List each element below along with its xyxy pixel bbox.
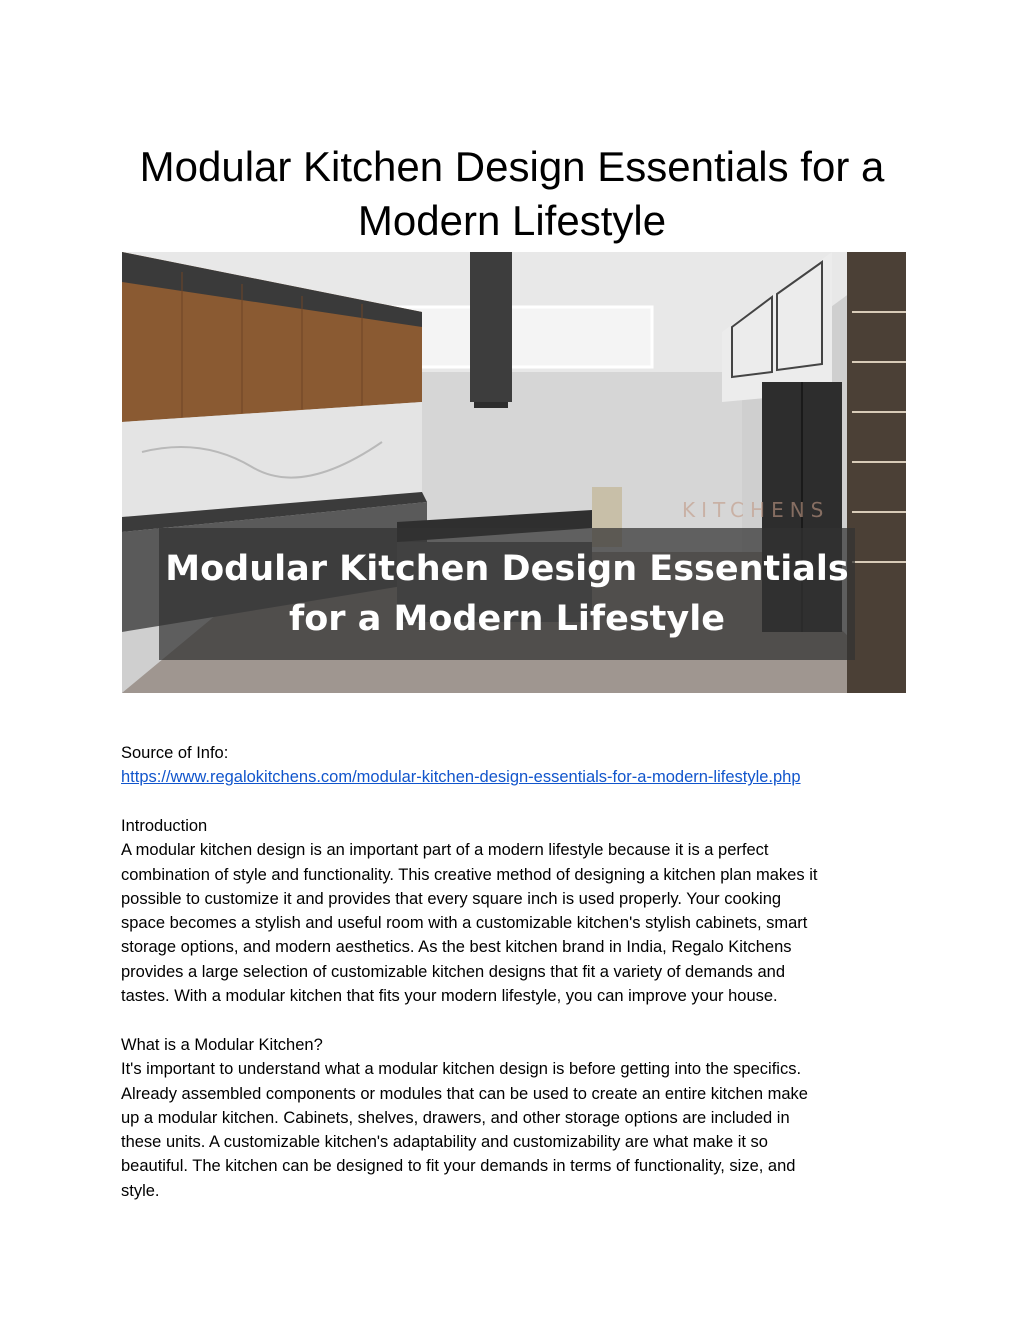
- source-label: Source of Info:: [121, 744, 229, 762]
- paragraph-line: up a modular kitchen. Cabinets, shelves, drawers, and other storage options are included in: [121, 1108, 790, 1127]
- watermark-text: KITCHENS: [682, 498, 830, 522]
- paragraph-line: beautiful. The kitchen can be designed to fit your demands in terms of functionality, size, and: [121, 1157, 796, 1176]
- paragraph-line: style.: [121, 1181, 160, 1200]
- hero-image: [122, 252, 906, 693]
- section-introduction: [121, 814, 921, 1008]
- source-block: [121, 741, 921, 790]
- paragraph-line: combination of style and functionality. This creative method of designing a kitchen plan makes it: [121, 865, 818, 884]
- paragraph-line: A modular kitchen design is an important part of a modern lifestyle because it is a perfect: [121, 841, 769, 860]
- section-heading: What is a Modular Kitchen?: [121, 1036, 323, 1054]
- title-line-2: Modern Lifestyle: [357, 197, 667, 244]
- section-what-is-modular-kitchen: [121, 1033, 921, 1203]
- paragraph-line: provides a large selection of customizable kitchen designs that fit a variety of demands and: [121, 962, 786, 981]
- title-line-1: Modular Kitchen Design Essentials for a: [139, 143, 885, 190]
- paragraph-line: It's important to understand what a modular kitchen design is before getting into the specifics.: [121, 1060, 802, 1079]
- paragraph-line: these units. A customizable kitchen's adaptability and customizability are what make it so: [121, 1133, 768, 1152]
- hero-caption: [159, 528, 855, 660]
- paragraph-line: storage options, and modern aesthetics. As the best kitchen brand in India, Regalo Kitchens: [121, 938, 792, 957]
- hero-caption-line-2: for a Modern Lifestyle: [289, 599, 725, 639]
- paragraph-line: space becomes a stylish and useful room with a customizable kitchen's stylish cabinets, smart: [121, 914, 808, 933]
- paragraph-line: possible to customize it and provides that every square inch is used properly. Your cooking: [121, 889, 782, 908]
- paragraph-line: Already assembled components or modules that can be used to create an entire kitchen make: [121, 1084, 808, 1103]
- paragraph-line: tastes. With a modular kitchen that fits your modern lifestyle, you can improve your house.: [121, 987, 778, 1006]
- source-link[interactable]: https://www.regalokitchens.com/modular-kitchen-design-essentials-for-a-modern-lifestyle.php: [121, 768, 801, 787]
- section-heading: Introduction: [121, 817, 208, 835]
- document-title: [100, 140, 924, 248]
- hero-caption-line-1: Modular Kitchen Design Essentials: [165, 549, 849, 589]
